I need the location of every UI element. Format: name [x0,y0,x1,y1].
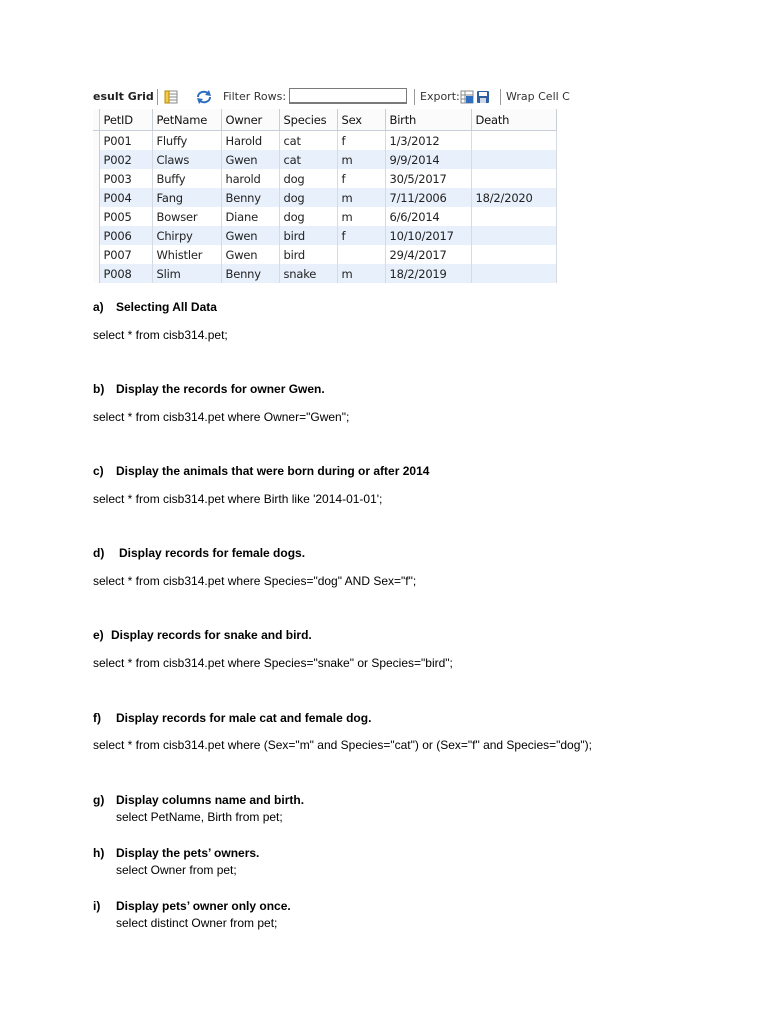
cell-petid[interactable]: P001 [99,131,152,151]
question-label: e) [93,628,104,642]
toolbar-divider [500,89,501,105]
question-a [93,300,217,314]
refresh-icon[interactable] [194,86,214,108]
question-text: Display pets’ owner only once. [116,899,291,913]
cell-death[interactable] [471,169,556,188]
cell-petname[interactable]: Whistler [152,245,221,264]
table-row[interactable] [93,188,556,207]
cell-petname[interactable]: Bowser [152,207,221,226]
cell-petid[interactable]: P008 [99,264,152,283]
cell-petname[interactable]: Buffy [152,169,221,188]
question-label: d) [93,546,105,560]
cell-owner[interactable]: Benny [221,264,279,283]
cell-death[interactable] [471,207,556,226]
cell-species[interactable]: cat [279,131,337,151]
cell-petname[interactable]: Fang [152,188,221,207]
question-text: Display columns name and birth. [116,793,305,807]
cell-sex[interactable]: m [337,264,385,283]
result-grid-screenshot [93,86,571,284]
cell-petid[interactable]: P006 [99,226,152,245]
table-row[interactable] [93,207,556,226]
question-text: Display the animals that were born during or after 2014 [116,464,430,478]
question-label: b) [93,382,105,396]
cell-owner[interactable]: Harold [221,131,279,151]
table-row[interactable] [93,226,556,245]
filter-rows-label: Filter Rows: [223,90,287,103]
question-text: Display records for snake and bird. [111,628,312,642]
column-header-petid[interactable]: PetID [99,109,152,131]
cell-petname[interactable]: Chirpy [152,226,221,245]
cell-birth[interactable]: 18/2/2019 [385,264,471,283]
cell-sex[interactable]: f [337,169,385,188]
column-header-death[interactable]: Death [471,109,556,131]
table-row[interactable] [93,264,556,283]
question-label: f) [93,711,101,725]
question-i [93,899,291,913]
table-row[interactable] [93,245,556,264]
cell-birth[interactable]: 7/11/2006 [385,188,471,207]
cell-species[interactable]: dog [279,207,337,226]
question-text: Display records for female dogs. [119,546,306,560]
cell-owner[interactable]: Diane [221,207,279,226]
question-label: h) [93,846,105,860]
sql-answer-e: select * from cisb314.pet where Species="snake" or Species="bird"; [93,656,453,670]
sql-answer-b: select * from cisb314.pet where Owner="Gwen"; [93,410,350,424]
cell-owner[interactable]: Gwen [221,150,279,169]
question-label: a) [93,300,104,314]
question-f [93,711,371,725]
column-header-petname[interactable]: PetName [152,109,221,131]
question-label: g) [93,793,105,807]
cell-sex[interactable]: f [337,131,385,151]
question-text: Selecting All Data [116,300,217,314]
cell-petid[interactable]: P003 [99,169,152,188]
table-row[interactable] [93,131,556,151]
table-header-row [93,109,556,131]
question-b [93,382,325,396]
cell-species[interactable]: cat [279,150,337,169]
sql-answer-c: select * from cisb314.pet where Birth like '2014-01-01'; [93,492,383,506]
sql-answer-d: select * from cisb314.pet where Species="dog" AND Sex="f"; [93,574,417,588]
cell-birth[interactable]: 10/10/2017 [385,226,471,245]
sql-answer-g: select PetName, Birth from pet; [116,810,283,824]
cell-species[interactable]: dog [279,169,337,188]
cell-species[interactable]: bird [279,245,337,264]
question-label: c) [93,464,104,478]
cell-petid[interactable]: P005 [99,207,152,226]
columns-icon[interactable] [163,86,179,108]
pet-result-table [93,109,557,283]
sql-answer-i: select distinct Owner from pet; [116,916,278,930]
cell-petname[interactable]: Fluffy [152,131,221,151]
cell-death[interactable] [471,226,556,245]
cell-death[interactable]: 18/2/2020 [471,188,556,207]
cell-petname[interactable]: Claws [152,150,221,169]
question-g [93,793,304,807]
column-header-owner[interactable]: Owner [221,109,279,131]
cell-death[interactable] [471,150,556,169]
question-c [93,464,429,478]
cell-species[interactable]: dog [279,188,337,207]
column-header-species[interactable]: Species [279,109,337,131]
cell-birth[interactable]: 30/5/2017 [385,169,471,188]
column-header-birth[interactable]: Birth [385,109,471,131]
table-row[interactable] [93,150,556,169]
cell-species[interactable]: snake [279,264,337,283]
question-text: Display the pets’ owners. [116,846,260,860]
sql-answer-f: select * from cisb314.pet where (Sex="m" and Species="cat") or (Sex="f" and Species="dog"); [93,738,592,752]
cell-sex[interactable]: f [337,226,385,245]
cell-birth[interactable]: 9/9/2014 [385,150,471,169]
cell-species[interactable]: bird [279,226,337,245]
cell-sex[interactable] [337,245,385,264]
question-text: Display records for male cat and female dog. [116,711,372,725]
cell-petid[interactable]: P002 [99,150,152,169]
cell-petid[interactable]: P004 [99,188,152,207]
question-label: i) [93,899,101,913]
table-row[interactable] [93,169,556,188]
cell-owner[interactable]: Gwen [221,245,279,264]
cell-death[interactable] [471,131,556,151]
result-grid-title: esult Grid [93,90,154,103]
result-grid-toolbar [93,86,571,108]
cell-sex[interactable]: m [337,188,385,207]
column-header-sex[interactable]: Sex [337,109,385,131]
cell-owner[interactable]: harold [221,169,279,188]
cell-petid[interactable]: P007 [99,245,152,264]
question-d [93,546,305,560]
sql-answer-h: select Owner from pet; [116,863,237,877]
save-icon[interactable] [475,86,491,108]
cell-owner[interactable]: Benny [221,188,279,207]
question-h [93,846,259,860]
filter-rows-input[interactable] [289,88,407,104]
cell-birth[interactable]: 1/3/2012 [385,131,471,151]
question-e [93,628,312,642]
cell-petname[interactable]: Slim [152,264,221,283]
export-icon[interactable] [459,86,475,108]
toolbar-divider [157,89,158,105]
cell-birth[interactable]: 6/6/2014 [385,207,471,226]
question-text: Display the records for owner Gwen. [116,382,325,396]
cell-owner[interactable]: Gwen [221,226,279,245]
export-label: Export: [420,90,460,103]
wrap-cell-label[interactable]: Wrap Cell C [506,90,570,103]
cell-birth[interactable]: 29/4/2017 [385,245,471,264]
cell-death[interactable] [471,245,556,264]
sql-answer-a: select * from cisb314.pet; [93,328,228,342]
cell-sex[interactable]: m [337,150,385,169]
toolbar-divider [414,89,415,105]
cell-sex[interactable]: m [337,207,385,226]
cell-death[interactable] [471,264,556,283]
